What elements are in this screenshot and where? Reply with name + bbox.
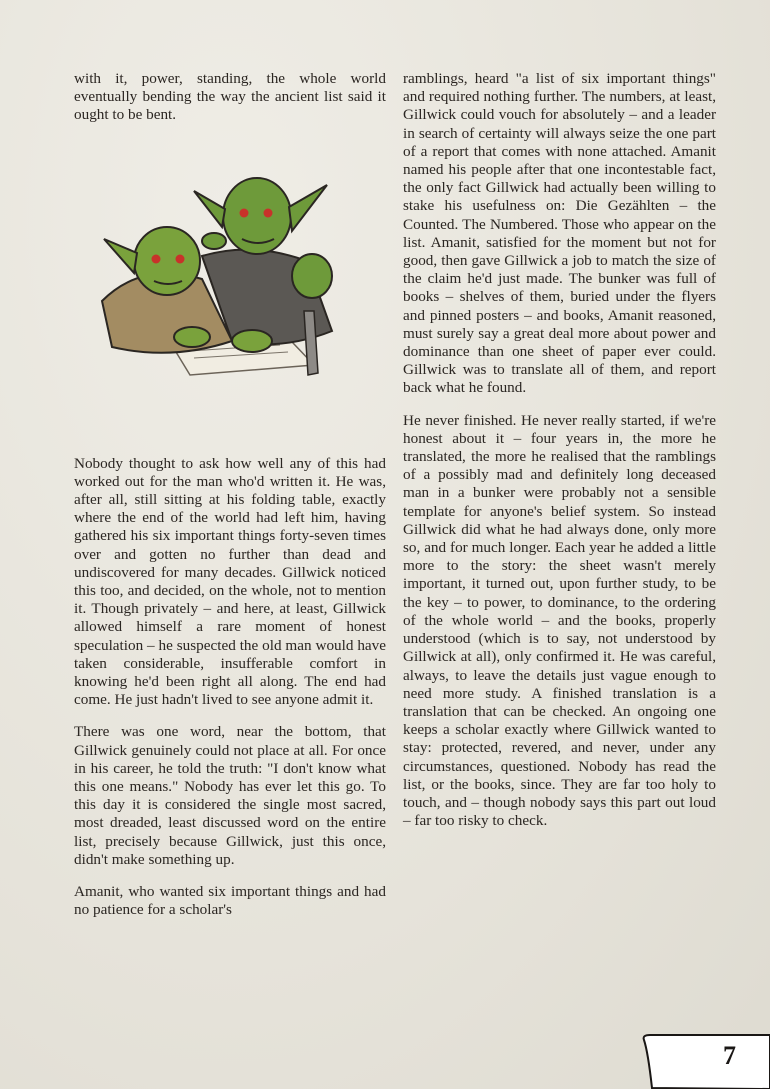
two-goblins-reading-paper-illustration xyxy=(74,155,386,395)
paragraph: There was one word, near the bottom, that Gillwick genuinely could not place at all. For once in his career, he told the truth: "I don't know what this one means." Nobody has ever let this go. To this day it is considered the single most sacred, most dreaded, least discussed word on the entire list, precisely because Gillwick, just this once, didn't make something up. xyxy=(74,723,386,868)
paragraph: He never finished. He never really started, if we're honest about it – four years in, the more he translated, the more he realised that the ramblings of a possibly mad and definitely long deceased man in a bunker were probably not a sensible template for anyone's belief system. So instead Gillwick did what he had always done, only more so, and for much longer. Each year he added a little more to the story: the sheet wasn't merely important, it turned out, upon further study, to be the key – to power, to dominance, to the ordering of the whole world – and the books, properly understood (which is to say, not understood by Gillwick at all), only confirmed it. He was careful, always, to leave the details just vague enough to need more study. A finished translation is a translation that can be checked. An ongoing one keeps a scholar exactly where Gillwick wanted to stay: protected, revered, and never, under any circumstances, questioned. Nobody has read the list, or the books, since. They are far too holy to touch, and – though nobody says this part out loud – far too risky to check. xyxy=(403,411,716,830)
paragraph: ramblings, heard "a list of six important things" and required nothing further. The numbers, at least, Gillwick could vouch for absolutely – and a leader in search of certainty will always seize the one part of a report that comes with none attached. Amanit named his people after that one incontestable fact, the only fact Gillwick had actually been willing to stake his usefulness on: Die Gezählten – the Counted. The Numbered. Those who appear on the list. Amanit, satisfied for the moment but not for good, then gave Gillwick a job to match the size of the claim he'd just made. The bunker was full of books – shelves of them, buried under the flyers and pinned posters – and books, Amanit reasoned, must surely say a great deal more about power and dominance than one sheet of paper ever could. Gillwick was to translate all of them, and report back what he found. xyxy=(403,70,716,397)
left-column xyxy=(74,70,386,933)
page-number-tab xyxy=(638,1034,770,1089)
paragraph: with it, power, standing, the whole world eventually bending the way the ancient list said it ought to be bent. xyxy=(74,70,386,124)
right-column xyxy=(403,70,716,844)
page-number: 7 xyxy=(723,1041,736,1070)
paragraph: Nobody thought to ask how well any of this had worked out for the man who'd written it. He was, after all, still sitting at his folding table, exactly where the end of the world had left him, having gathered his six important things forty-seven times over and gotten no further than dead and undiscovered for many decades. Gillwick noticed this too, and decided, on the whole, not to mention it. Though privately – and here, at least, Gillwick allowed himself a rare moment of honest speculation – he suspected the old man would have taken considerable, insufferable comfort in knowing he'd been right all along. The end had come. He just hadn't lived to see anyone admit it. xyxy=(74,454,386,709)
paragraph: Amanit, who wanted six important things and had no patience for a scholar's xyxy=(74,883,386,919)
